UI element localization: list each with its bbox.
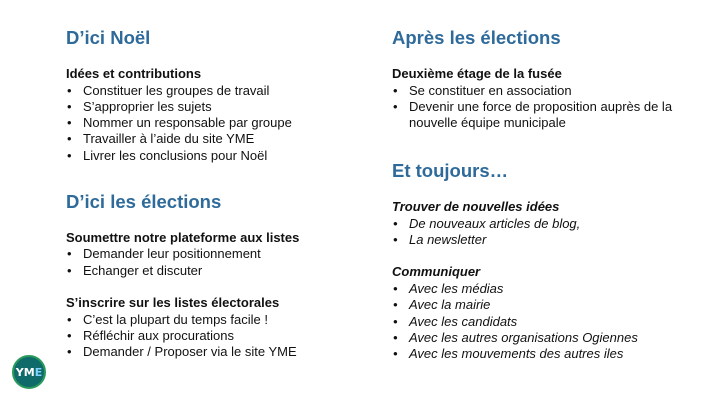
- list-inscrire: [66, 312, 366, 361]
- list-item: • Avec les candidats: [392, 314, 702, 330]
- section-title-noel: D’ici Noël: [66, 27, 151, 48]
- list-item: • Avec les autres organisations Ogiennes: [392, 330, 702, 346]
- section-apres: [392, 26, 702, 131]
- list-item: • Echanger et discuter: [66, 263, 366, 279]
- left-column: [66, 26, 366, 360]
- list-communiquer: [392, 281, 702, 362]
- list-item: • Demander / Proposer via le site YME: [66, 344, 366, 360]
- list-item: • Avec les mouvements des autres iles: [392, 346, 702, 362]
- subtitle-idees-nouvelles: Trouver de nouvelles idées: [392, 199, 560, 215]
- list-item: • Devenir une force de proposition auprès de la nouvelle équipe municipale: [392, 99, 702, 132]
- section-toujours: [392, 159, 702, 362]
- subtitle-fusee: Deuxième étage de la fusée: [392, 66, 562, 81]
- section-title-apres: Après les élections: [392, 27, 561, 48]
- list-item: • S’approprier les sujets: [66, 99, 366, 115]
- list-idees: [392, 216, 702, 249]
- list-item: • Travailler à l’aide du site YME: [66, 131, 366, 147]
- subtitle-inscrire: S’inscrire sur les listes électorales: [66, 295, 280, 311]
- list-item: • Avec la mairie: [392, 297, 702, 313]
- section-noel: [66, 26, 366, 164]
- list-apres: [392, 83, 702, 132]
- section-title-elections: D’ici les élections: [66, 190, 222, 212]
- subtitle-communiquer: Communiquer: [392, 264, 481, 280]
- list-item: • Livrer les conclusions pour Noël: [66, 148, 366, 164]
- list-plateforme: [66, 246, 366, 279]
- logo-text-accent: E: [34, 365, 43, 379]
- list-item: • La newsletter: [392, 232, 702, 248]
- logo-text: [16, 366, 42, 379]
- section-title-toujours: Et toujours…: [392, 160, 509, 182]
- subtitle-plateforme: Soumettre notre plateforme aux listes: [66, 229, 300, 245]
- section-elections: [66, 190, 366, 360]
- right-column: [392, 26, 702, 362]
- logo-text-main: YM: [15, 365, 35, 379]
- list-item: • Avec les médias: [392, 281, 702, 297]
- subtitle-idees: Idées et contributions: [66, 66, 202, 81]
- list-item: • De nouveaux articles de blog,: [392, 216, 702, 232]
- list-item: • Demander leur positionnement: [66, 246, 366, 262]
- list-item: • Nommer un responsable par groupe: [66, 115, 366, 131]
- list-item: • C’est la plupart du temps facile !: [66, 312, 366, 328]
- list-item: • Constituer les groupes de travail: [66, 83, 366, 99]
- list-noel: [66, 83, 366, 164]
- list-item: • Réfléchir aux procurations: [66, 328, 366, 344]
- yme-logo: [12, 355, 46, 389]
- list-item: • Se constituer en association: [392, 83, 702, 99]
